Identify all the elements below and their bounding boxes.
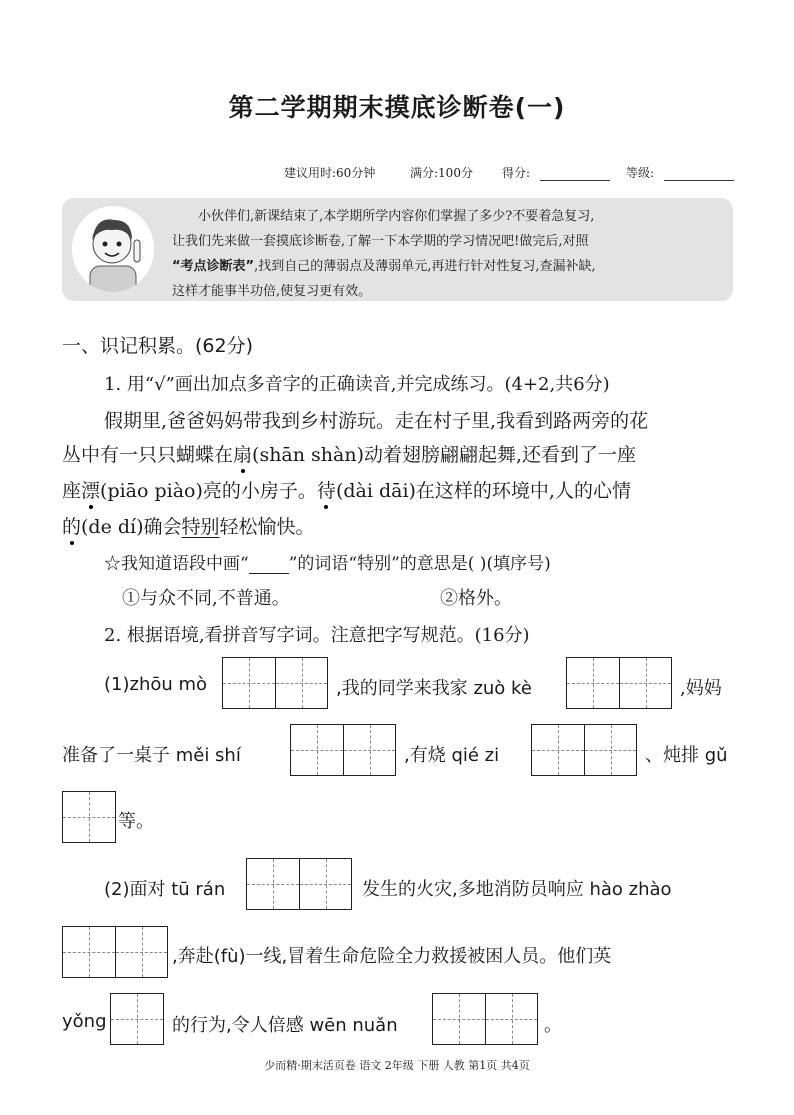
writing-grid[interactable] <box>566 657 672 709</box>
dotted-char: 扇 <box>233 444 253 466</box>
passage-line-3: 座漂(piāo piào)亮的小房子。待(dài dāi)在这样的环境中,人的心情 <box>62 480 631 502</box>
intro-box <box>62 198 733 301</box>
intro-line-1: 小伙伴们,新课结束了,本学期所学内容你们掌握了多少?不要着急复习, <box>198 209 595 224</box>
question-1-prompt: 1. 用“√”画出加点多音字的正确读音,并完成练习。(4+2,共6分) <box>104 374 610 395</box>
grade-blank[interactable] <box>664 166 734 181</box>
row2-text: 准备了一桌子 měi shí <box>62 745 241 766</box>
option-1[interactable]: ①与众不同,不普通。 <box>122 588 290 609</box>
writing-grid[interactable] <box>432 993 538 1045</box>
score-label: 得分: <box>502 166 531 180</box>
score-blank[interactable] <box>540 166 610 181</box>
intro-line-2: 让我们先来做一套摸底诊断卷,了解一下本学期的学习情况吧!做完后,对照 <box>172 234 589 249</box>
row4-text: (2)面对 tū rán <box>104 879 226 900</box>
row6-text: 的行为,令人倍感 wēn nuǎn <box>172 1015 398 1036</box>
writing-grid[interactable] <box>290 724 396 776</box>
row1-tail: ,妈妈 <box>680 678 722 699</box>
dotted-char: 待 <box>316 480 336 502</box>
page-footer: 少而精·期末活页卷 语文 2年级 下册 人教 第1页 共4页 <box>264 1059 530 1072</box>
option-2[interactable]: ②格外。 <box>440 588 512 609</box>
row2-text-b: ,有烧 qié zi <box>404 745 500 766</box>
writing-grid[interactable] <box>62 791 116 843</box>
dotted-char: 漂 <box>81 480 101 502</box>
writing-grid[interactable] <box>62 926 168 978</box>
suggested-time: 建议用时:60分钟 <box>284 166 376 180</box>
row3-text: 等。 <box>118 811 154 832</box>
page-title: 第二学期期末摸底诊断卷(一) <box>228 93 566 122</box>
row2-tail: 、炖排 gǔ <box>645 745 728 766</box>
row6-pinyin-yong: yǒng <box>62 1011 107 1032</box>
intro-text <box>172 204 727 304</box>
row1-pinyin-zhoumo: (1)zhōu mò <box>104 674 208 695</box>
underlined-word: 特别 <box>181 516 220 538</box>
boy-avatar-image <box>72 206 154 292</box>
row5-text: ,奔赴(fù)一线,冒着生命危险全力救援被困人员。他们英 <box>172 946 612 967</box>
writing-grid[interactable] <box>531 724 637 776</box>
passage-line-4: 的(de dí)确会特别轻松愉快。 <box>62 516 315 538</box>
row4-text-b: 发生的火灾,多地消防员响应 hào zhào <box>362 879 672 900</box>
passage-line-2: 丛中有一只只蝴蝶在扇(shān shàn)动着翅膀翩翩起舞,还看到了一座 <box>62 444 637 466</box>
full-score: 满分:100分 <box>410 166 473 180</box>
question-2-prompt: 2. 根据语境,看拼音写字词。注意把字写规范。(16分) <box>104 625 530 646</box>
row6-tail: 。 <box>544 1015 562 1036</box>
diagnosis-table-name: “考点诊断表” <box>172 259 255 274</box>
intro-line-3: “考点诊断表”,找到自己的薄弱点及薄弱单元,再进行针对性复习,查漏补缺, <box>172 259 596 274</box>
row1-text: ,我的同学来我家 zuò kè <box>336 678 532 699</box>
section-heading: 一、识记积累。(62分) <box>62 335 254 357</box>
writing-grid[interactable] <box>110 993 164 1045</box>
passage-line-1: 假期里,爸爸妈妈带我到乡村游玩。走在村子里,我看到路两旁的花 <box>104 410 649 432</box>
subquestion: ☆我知道语段中画“ ”的词语“特别”的意思是( )(填序号) <box>104 554 551 574</box>
grade-label: 等级: <box>626 166 655 180</box>
writing-grid[interactable] <box>246 858 352 910</box>
intro-line-4: 这样才能事半功倍,使复习更有效。 <box>172 284 372 299</box>
underline-sample <box>249 557 289 574</box>
writing-grid[interactable] <box>222 657 328 709</box>
dotted-char: 的 <box>62 516 82 538</box>
